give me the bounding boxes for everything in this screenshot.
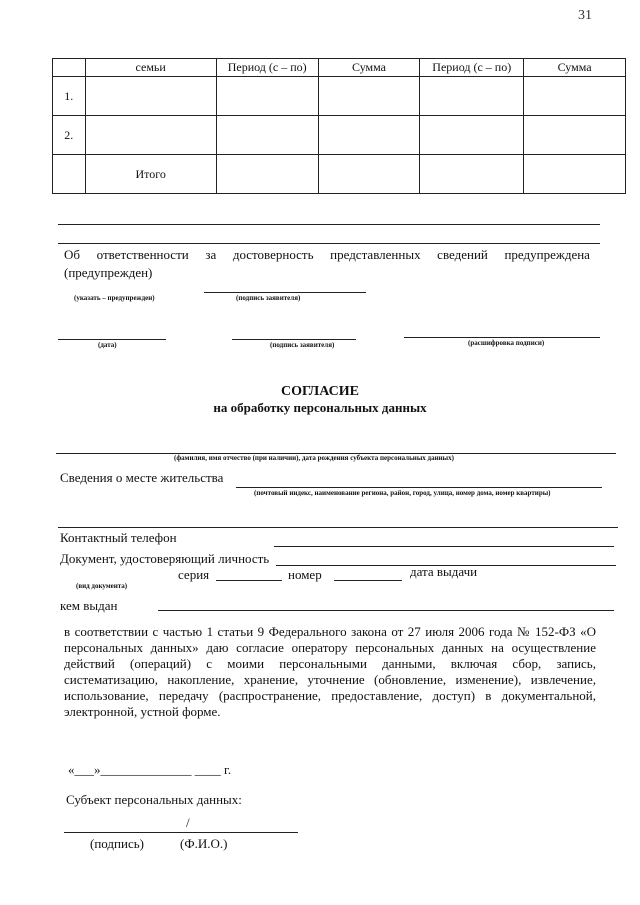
table-header-cell: Период (с – по) [420, 59, 524, 77]
consent-title: СОГЛАСИЕ [281, 384, 359, 399]
table-cell [420, 116, 524, 155]
number-label: номер [288, 567, 322, 582]
signature-line [232, 339, 356, 340]
fio-caption: (Ф.И.О.) [180, 836, 228, 851]
series-line [216, 580, 282, 581]
caption-signature: (подпись заявителя) [270, 341, 335, 349]
table-cell [216, 77, 318, 116]
table-header-cell: Сумма [318, 59, 420, 77]
slash: / [186, 815, 190, 830]
table-cell [216, 116, 318, 155]
table-cell-label [85, 77, 216, 116]
signature-caption: (подпись) [90, 836, 144, 851]
caption-fio: (фамилия, имя отчество (при наличии), дата рождения субъекта персональных данных) [174, 454, 454, 462]
phone-line [274, 546, 614, 547]
table-cell [318, 155, 420, 194]
consent-subtitle: на обработку персональных данных [213, 400, 427, 415]
residence-label: Сведения о месте жительства [60, 470, 224, 485]
word: представленных [330, 247, 421, 262]
blank-line [58, 243, 600, 244]
decode-line [404, 337, 600, 338]
word: ответственности [96, 247, 189, 262]
table-cell-num [53, 155, 86, 194]
caption-decode: (расшифровка подписи) [468, 339, 545, 347]
address-line [236, 487, 602, 488]
page-number: 31 [578, 8, 592, 23]
caption-date: (дата) [98, 341, 117, 349]
table-header-row [53, 59, 626, 77]
word: достоверность [232, 247, 314, 262]
caption-indicate: (указать – предупрежден) [74, 294, 155, 302]
table-row-total [53, 155, 626, 194]
date-line [58, 339, 166, 340]
table-header-cell [53, 59, 86, 77]
responsibility-line [64, 247, 590, 263]
table-row [53, 116, 626, 155]
table-cell [524, 116, 626, 155]
table-cell [420, 77, 524, 116]
table-cell-num: 2. [53, 116, 86, 155]
table-header-cell: семьи [85, 59, 216, 77]
word: сведений [437, 247, 488, 262]
number-line [334, 580, 402, 581]
document-label: Документ, удостоверяющий личность [60, 551, 270, 566]
word: за [205, 247, 217, 262]
table-cell [524, 77, 626, 116]
caption-signature: (подпись заявителя) [236, 294, 301, 302]
table-cell [318, 77, 420, 116]
table-header-cell: Период (с – по) [216, 59, 318, 77]
table-cell [524, 155, 626, 194]
subject-label: Субъект персональных данных: [66, 792, 242, 807]
responsibility-line-2: (предупрежден) [64, 265, 153, 280]
phone-label: Контактный телефон [60, 530, 177, 545]
final-signature-line [64, 832, 298, 833]
date-fill-line: «___»______________ ____ г. [68, 762, 232, 777]
issued-by-line [158, 610, 614, 611]
income-table [52, 58, 626, 194]
signature-line [204, 292, 366, 293]
issue-date-label: дата выдачи [410, 564, 478, 579]
series-label: серия [178, 567, 210, 582]
table-row [53, 77, 626, 116]
consent-paragraph: в соответствии с частью 1 статьи 9 Федерального закона от 27 июля 2006 года № 152-ФЗ «О персональных данных» даю согласие оператору персональных данных на осуществление действий (операций) с моими персональными данными, включая сбор, запись, систематизацию, накопление, хранение, уточнение (обновление, изменение), извлечение, использование, передачу (распространение, предоставление, доступ) в документальной, электронной, устной форме. [64, 624, 596, 719]
issued-by-label: кем выдан [60, 598, 118, 613]
caption-address: (почтовый индекс, наименование региона, район, город, улица, номер дома, номер квартиры) [254, 489, 551, 497]
table-header-cell: Сумма [524, 59, 626, 77]
word: Об [64, 247, 81, 262]
table-cell-label [85, 116, 216, 155]
blank-line [58, 527, 618, 528]
caption-doc-type: (вид документа) [76, 582, 128, 590]
blank-line [58, 224, 600, 225]
table-cell [216, 155, 318, 194]
word: предупреждена [504, 247, 590, 262]
table-cell [318, 116, 420, 155]
table-cell [420, 155, 524, 194]
table-cell-num: 1. [53, 77, 86, 116]
table-cell-label: Итого [85, 155, 216, 194]
